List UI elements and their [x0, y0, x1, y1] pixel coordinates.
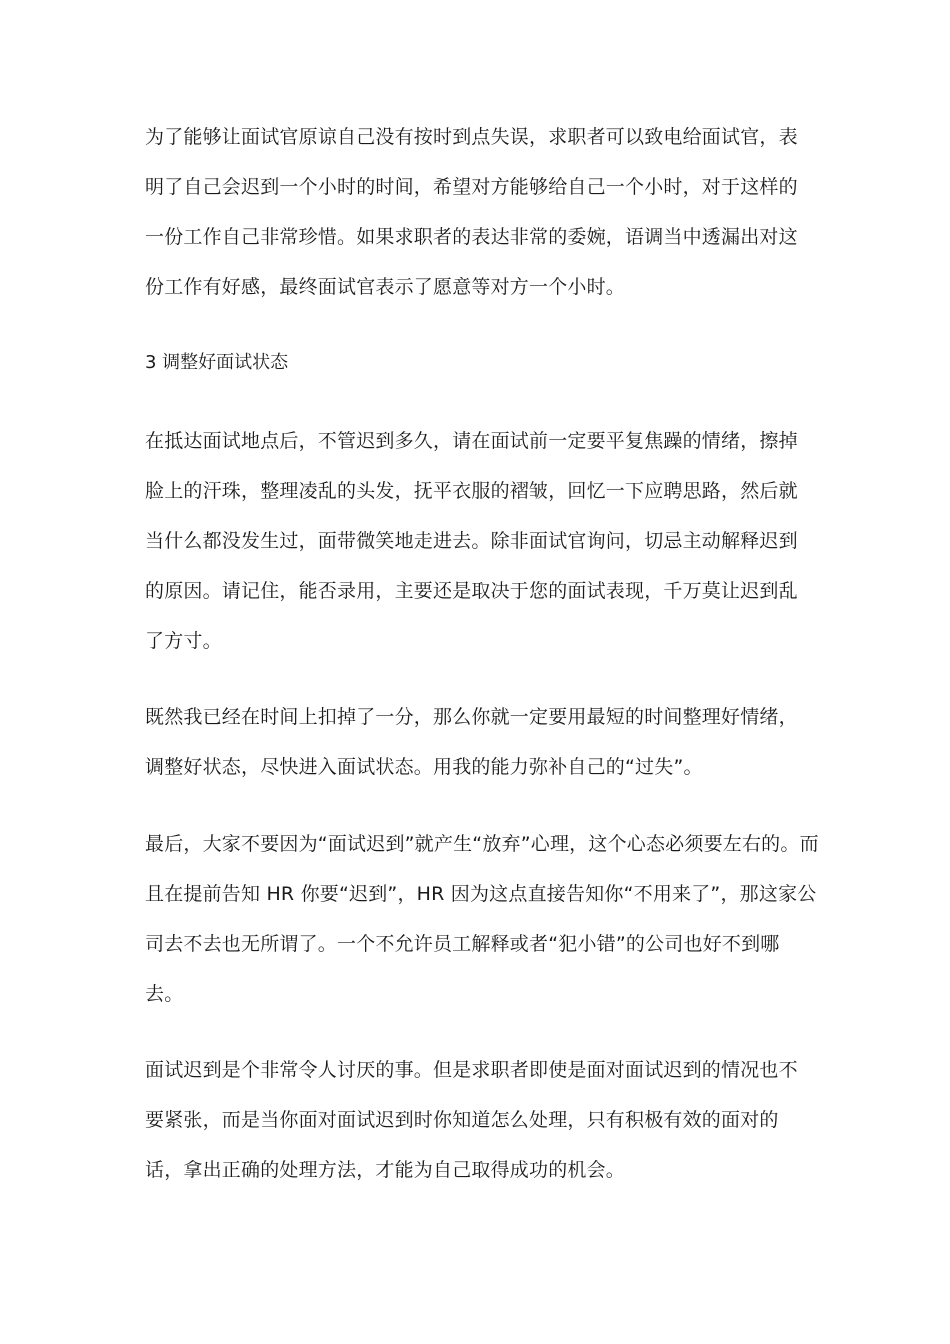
- paragraph-line: 在抵达面试地点后，不管迟到多久，请在面试前一定要平复焦躁的情绪，擦掉: [145, 430, 798, 452]
- paragraph-line: 一份工作自己非常珍惜。如果求职者的表达非常的委婉，语调当中透漏出对这: [145, 226, 798, 248]
- paragraph-line: 司去不去也无所谓了。一个不允许员工解释或者“犯小错”的公司也好不到哪: [145, 933, 780, 955]
- paragraph-line: 的原因。请记住，能否录用，主要还是取决于您的面试表现，千万莫让迟到乱: [145, 580, 798, 602]
- paragraph-5: [145, 1045, 805, 1195]
- paragraph-line: 份工作有好感，最终面试官表示了愿意等对方一个小时。: [145, 276, 626, 298]
- paragraph-line: 明了自己会迟到一个小时的时间，希望对方能够给自己一个小时，对于这样的: [145, 176, 798, 198]
- paragraph-line: 当什么都没发生过，面带微笑地走进去。除非面试官询问，切忌主动解释迟到: [145, 530, 798, 552]
- paragraph-line: 且在提前告知 HR 你要“迟到”，HR 因为这点直接告知你“不用来了”，那这家公: [145, 883, 817, 905]
- paragraph-line: 调整好状态，尽快进入面试状态。用我的能力弥补自己的“过失”。: [145, 756, 703, 778]
- paragraph-line: 去。: [145, 983, 184, 1005]
- paragraph-line: 为了能够让面试官原谅自己没有按时到点失误，求职者可以致电给面试官，表: [145, 126, 798, 148]
- paragraph-line: 要紧张，而是当你面对面试迟到时你知道怎么处理，只有积极有效的面对的: [145, 1109, 779, 1131]
- paragraph-line: 面试迟到是个非常令人讨厌的事。但是求职者即使是面对面试迟到的情况也不: [145, 1059, 798, 1081]
- paragraph-line: 最后，大家不要因为“面试迟到”就产生“放弃”心理，这个心态必须要左右的。而: [145, 833, 819, 855]
- paragraph-4: [145, 819, 819, 1019]
- paragraph-line: 既然我已经在时间上扣掉了一分，那么你就一定要用最短的时间整理好情绪，: [145, 706, 798, 728]
- paragraph-3: [145, 692, 805, 792]
- paragraph-2: [145, 416, 805, 666]
- paragraph-line: 了方寸。: [145, 630, 222, 652]
- paragraph-line: 脸上的汗珠，整理凌乱的头发，抚平衣服的褶皱，回忆一下应聘思路，然后就: [145, 480, 798, 502]
- paragraph-line: 话，拿出正确的处理方法，才能为自己取得成功的机会。: [145, 1159, 626, 1181]
- paragraph-1: [145, 112, 805, 312]
- section-heading: 3 调整好面试状态: [145, 352, 289, 373]
